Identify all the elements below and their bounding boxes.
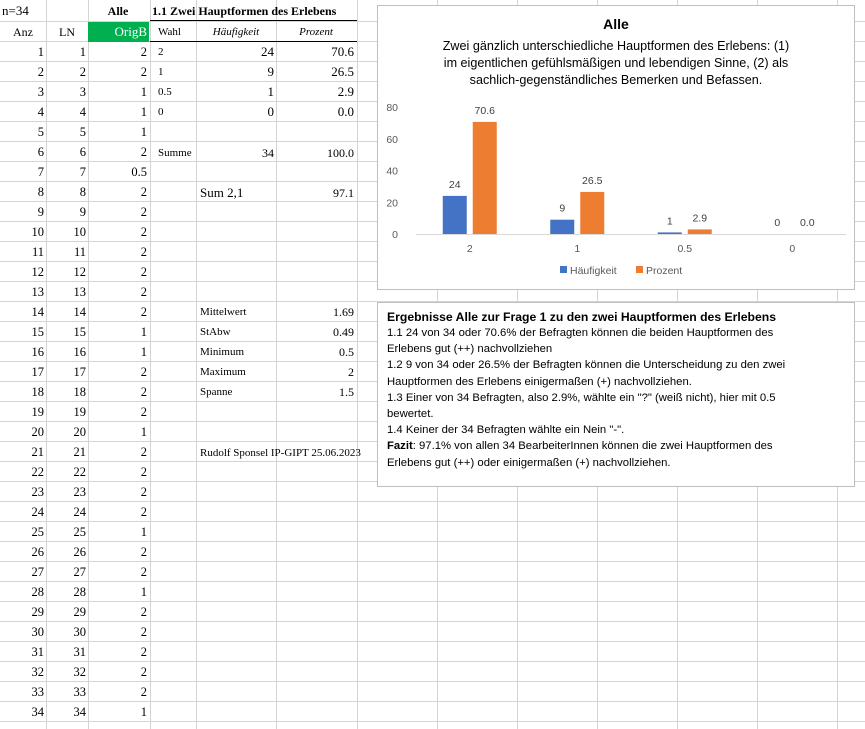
stat-value[interactable]: 2 xyxy=(348,365,354,379)
row-ln-cell[interactable]: 28 xyxy=(73,585,86,599)
row-ln-cell[interactable]: 19 xyxy=(73,405,86,419)
row-origb-cell[interactable]: 2 xyxy=(140,565,147,579)
n-label: n=34 xyxy=(2,3,29,18)
row-origb-cell[interactable]: 2 xyxy=(140,665,147,679)
row-anz-cell[interactable]: 29 xyxy=(31,605,44,619)
bar-haeufigkeit xyxy=(658,232,682,234)
row-origb-cell[interactable]: 2 xyxy=(140,545,147,559)
row-origb-cell[interactable]: 1 xyxy=(140,325,147,339)
note-line: 1.4 Keiner der 34 Befragten wählte ein Nein "-". xyxy=(387,424,625,437)
row-origb-cell[interactable]: 1 xyxy=(140,85,147,99)
freq-prozent-cell[interactable]: 70.6 xyxy=(331,44,354,59)
row-anz-cell[interactable]: 14 xyxy=(31,305,44,319)
row-origb-cell[interactable]: 2 xyxy=(140,185,147,199)
row-ln-cell[interactable]: 30 xyxy=(73,625,86,639)
author-credit: Rudolf Sponsel IP-GIPT 25.06.2023 xyxy=(200,447,361,459)
y-tick-label: 20 xyxy=(386,197,398,210)
row-anz-cell[interactable]: 23 xyxy=(31,485,44,499)
row-anz-cell[interactable]: 18 xyxy=(31,385,44,399)
header-ln[interactable]: LN xyxy=(59,25,75,39)
row-ln-cell[interactable]: 34 xyxy=(73,705,86,719)
row-anz-cell[interactable]: 20 xyxy=(31,425,44,439)
chart-subtitle-line: Zwei gänzlich unterschiedliche Hauptformen des Erlebens: (1) xyxy=(442,39,790,53)
chart-title: Alle xyxy=(603,16,629,32)
row-ln-cell[interactable]: 5 xyxy=(79,125,86,139)
row-ln-cell[interactable]: 3 xyxy=(79,85,86,99)
row-anz-cell[interactable]: 15 xyxy=(31,325,44,339)
row-ln-cell[interactable]: 24 xyxy=(73,505,86,519)
stat-value[interactable]: 0.49 xyxy=(333,325,354,339)
note-line: Erlebens gut (++) oder einigermaßen (+) nachvollziehen. xyxy=(387,456,671,469)
y-tick-label: 0 xyxy=(392,229,398,241)
freq-wahl-cell[interactable]: 0 xyxy=(158,106,164,118)
row-ln-cell[interactable]: 8 xyxy=(79,185,86,199)
note-line: 1.1 24 von 34 oder 70.6% der Befragten können die beiden Hauptformen des xyxy=(387,327,774,339)
bar-haeufigkeit xyxy=(550,220,574,234)
row-ln-cell[interactable]: 26 xyxy=(73,545,86,559)
legend-label: Häufigkeit xyxy=(570,265,617,277)
row-origb-cell[interactable]: 2 xyxy=(140,645,147,659)
row-ln-cell[interactable]: 1 xyxy=(79,45,86,59)
summe-prozent[interactable]: 100.0 xyxy=(327,146,354,160)
header-prozent[interactable]: Prozent xyxy=(299,26,333,38)
x-tick-label: 0.5 xyxy=(677,243,693,255)
row-anz-cell[interactable]: 5 xyxy=(37,125,44,139)
row-ln-cell[interactable]: 23 xyxy=(73,485,86,499)
freq-haeufigkeit-cell[interactable]: 1 xyxy=(267,84,274,99)
row-origb-cell[interactable]: 2 xyxy=(140,625,147,639)
row-origb-cell[interactable]: 2 xyxy=(140,405,147,419)
y-tick-label: 60 xyxy=(386,133,398,146)
alle-label: Alle xyxy=(107,4,129,18)
stat-label: Spanne xyxy=(200,386,233,398)
bar-prozent xyxy=(688,229,712,234)
row-ln-cell[interactable]: 15 xyxy=(73,325,86,339)
row-origb-cell[interactable]: 2 xyxy=(140,385,147,399)
row-ln-cell[interactable]: 18 xyxy=(73,385,86,399)
row-anz-cell[interactable]: 8 xyxy=(37,185,44,199)
freq-haeufigkeit-cell[interactable]: 24 xyxy=(261,44,274,59)
row-origb-cell[interactable]: 1 xyxy=(140,705,147,719)
row-anz-cell[interactable]: 34 xyxy=(31,705,44,719)
row-anz-cell[interactable]: 2 xyxy=(37,65,44,79)
row-anz-cell[interactable]: 22 xyxy=(31,465,44,479)
row-ln-cell[interactable]: 22 xyxy=(73,465,86,479)
freq-prozent-cell[interactable]: 0.0 xyxy=(337,104,354,119)
y-tick-label: 80 xyxy=(386,102,398,114)
stat-value[interactable]: 1.69 xyxy=(333,305,354,319)
row-origb-cell[interactable]: 2 xyxy=(140,245,147,259)
row-anz-cell[interactable]: 1 xyxy=(37,45,44,59)
row-anz-cell[interactable]: 7 xyxy=(37,165,44,179)
row-ln-cell[interactable]: 14 xyxy=(73,305,86,319)
row-origb-cell[interactable]: 2 xyxy=(140,305,147,319)
row-origb-cell[interactable]: 2 xyxy=(140,145,147,159)
grid-column-line xyxy=(357,0,358,729)
section-title: 1.1 Zwei Hauptformen des Erlebens xyxy=(152,4,337,18)
row-ln-cell[interactable]: 13 xyxy=(73,285,86,299)
row-anz-cell[interactable]: 25 xyxy=(31,525,44,539)
header-origb[interactable]: OrigB xyxy=(114,24,147,39)
row-ln-cell[interactable]: 9 xyxy=(79,205,86,219)
stat-value[interactable]: 1.5 xyxy=(339,385,354,399)
row-ln-cell[interactable]: 2 xyxy=(79,65,86,79)
row-anz-cell[interactable]: 26 xyxy=(31,545,44,559)
stat-label: Mittelwert xyxy=(200,306,247,318)
note-line: Erlebens gut (++) nachvollziehen xyxy=(387,343,553,356)
summe-haeufigkeit[interactable]: 34 xyxy=(262,146,274,160)
row-ln-cell[interactable]: 16 xyxy=(73,345,86,359)
row-origb-cell[interactable]: 2 xyxy=(140,465,147,479)
row-anz-cell[interactable]: 9 xyxy=(37,205,44,219)
freq-haeufigkeit-cell[interactable]: 9 xyxy=(267,64,274,79)
y-tick-label: 40 xyxy=(386,165,398,178)
row-ln-cell[interactable]: 7 xyxy=(79,165,86,179)
row-origb-cell[interactable]: 2 xyxy=(140,225,147,239)
row-ln-cell[interactable]: 25 xyxy=(73,525,86,539)
row-origb-cell[interactable]: 2 xyxy=(140,265,147,279)
freq-prozent-cell[interactable]: 26.5 xyxy=(331,64,354,79)
stat-value[interactable]: 0.5 xyxy=(339,345,354,359)
note-line: 1.3 Einer von 34 Befragten, also 2.9%, wählte ein "?" (weiß nicht), hier mit 0.5 xyxy=(387,391,776,404)
row-origb-cell[interactable]: 2 xyxy=(140,605,147,619)
row-origb-cell[interactable]: 2 xyxy=(140,685,147,699)
row-anz-cell[interactable]: 16 xyxy=(31,345,44,359)
row-ln-cell[interactable]: 29 xyxy=(73,605,86,619)
row-anz-cell[interactable]: 28 xyxy=(31,585,44,599)
freq-wahl-cell[interactable]: 0.5 xyxy=(158,86,172,98)
row-anz-cell[interactable]: 24 xyxy=(31,505,44,519)
chart-subtitle-line: sachlich-gegenständliches Bemerken und Befassen. xyxy=(469,73,763,87)
row-ln-cell[interactable]: 31 xyxy=(73,645,86,659)
row-origb-cell[interactable]: 2 xyxy=(140,205,147,219)
row-anz-cell[interactable]: 27 xyxy=(31,565,44,579)
sum21-value[interactable]: 97.1 xyxy=(333,186,354,200)
header-anz[interactable]: Anz xyxy=(13,25,33,39)
row-ln-cell[interactable]: 4 xyxy=(79,105,86,119)
chart-subtitle-line: im eigentlichen gefühlsmäßigen und lebendigen Sinne, (2) als xyxy=(443,56,789,70)
x-tick-label: 1 xyxy=(574,243,581,255)
row-anz-cell[interactable]: 31 xyxy=(31,645,44,659)
data-label: 1 xyxy=(666,215,673,228)
row-anz-cell[interactable]: 3 xyxy=(37,85,44,99)
fazit-label: Fazit xyxy=(387,440,413,453)
row-origb-cell[interactable]: 1 xyxy=(140,425,147,439)
data-label: 0.0 xyxy=(799,217,815,229)
legend-swatch xyxy=(560,266,567,273)
note-line: 1.2 9 von 34 oder 26.5% der Befragten können die Unterscheidung zu den zwei xyxy=(387,359,786,372)
row-anz-cell[interactable]: 33 xyxy=(31,685,44,699)
data-label: 24 xyxy=(448,178,461,191)
grid-column-line xyxy=(150,0,151,729)
note-title: Ergebnisse Alle zur Frage 1 zu den zwei Hauptformen des Erlebens xyxy=(387,310,776,324)
section-title-underline xyxy=(150,20,357,21)
row-origb-cell[interactable]: 2 xyxy=(140,505,147,519)
row-anz-cell[interactable]: 32 xyxy=(31,665,44,679)
row-anz-cell[interactable]: 10 xyxy=(31,225,44,239)
row-origb-cell[interactable]: 0.5 xyxy=(131,165,147,179)
bar-chart xyxy=(378,6,854,289)
row-ln-cell[interactable]: 17 xyxy=(73,365,86,379)
data-label: 0 xyxy=(774,217,781,229)
row-ln-cell[interactable]: 21 xyxy=(73,445,86,459)
summe-label: Summe xyxy=(158,147,192,159)
row-anz-cell[interactable]: 6 xyxy=(37,145,44,159)
row-ln-cell[interactable]: 6 xyxy=(79,145,86,159)
freq-wahl-cell[interactable]: 1 xyxy=(158,66,164,78)
bar-prozent xyxy=(580,192,604,234)
bar-haeufigkeit xyxy=(443,196,467,234)
row-origb-cell[interactable]: 1 xyxy=(140,105,147,119)
header-haeufigkeit[interactable]: Häufigkeit xyxy=(212,26,260,38)
stat-label: Maximum xyxy=(200,366,246,378)
row-origb-cell[interactable]: 2 xyxy=(140,365,147,379)
chart-panel[interactable] xyxy=(377,5,855,290)
row-anz-cell[interactable]: 30 xyxy=(31,625,44,639)
row-ln-cell[interactable]: 11 xyxy=(73,245,86,259)
results-note-panel[interactable] xyxy=(377,302,855,487)
freq-prozent-cell[interactable]: 2.9 xyxy=(337,84,354,99)
data-label: 26.5 xyxy=(582,174,603,187)
row-origb-cell[interactable]: 1 xyxy=(140,525,147,539)
legend-label: Prozent xyxy=(646,265,683,277)
row-origb-cell[interactable]: 1 xyxy=(140,125,147,139)
note-line: Hauptformen des Erlebens einigermaßen (+) nachvollziehen. xyxy=(387,375,692,388)
fazit-text: : 97.1% von allen 34 BearbeiterInnen können die zwei Hauptformen des xyxy=(412,440,773,453)
freq-wahl-cell[interactable]: 2 xyxy=(158,46,164,58)
row-origb-cell[interactable]: 2 xyxy=(140,485,147,499)
x-tick-label: 0 xyxy=(789,243,796,255)
row-ln-cell[interactable]: 32 xyxy=(73,665,86,679)
row-anz-cell[interactable]: 13 xyxy=(31,285,44,299)
row-ln-cell[interactable]: 12 xyxy=(73,265,86,279)
data-label: 9 xyxy=(559,202,566,215)
stat-label: StAbw xyxy=(200,326,231,338)
note-line: bewertet. xyxy=(387,408,434,421)
row-anz-cell[interactable]: 19 xyxy=(31,405,44,419)
row-origb-cell[interactable]: 1 xyxy=(140,585,147,599)
row-anz-cell[interactable]: 4 xyxy=(37,105,44,119)
sum21-label: Sum 2,1 xyxy=(200,185,244,200)
data-label: 70.6 xyxy=(474,104,495,117)
row-origb-cell[interactable]: 2 xyxy=(140,445,147,459)
bar-prozent xyxy=(473,122,497,234)
freq-haeufigkeit-cell[interactable]: 0 xyxy=(267,104,274,119)
row-ln-cell[interactable]: 33 xyxy=(73,685,86,699)
row-origb-cell[interactable]: 2 xyxy=(140,65,147,79)
header-wahl[interactable]: Wahl xyxy=(158,26,181,38)
stat-label: Minimum xyxy=(200,346,245,358)
legend-swatch xyxy=(636,266,643,273)
row-ln-cell[interactable]: 27 xyxy=(73,565,86,579)
x-tick-label: 2 xyxy=(466,243,473,255)
row-ln-cell[interactable]: 10 xyxy=(73,225,86,239)
note-fazit xyxy=(387,438,845,454)
row-anz-cell[interactable]: 12 xyxy=(31,265,44,279)
row-anz-cell[interactable]: 11 xyxy=(31,245,44,259)
row-ln-cell[interactable]: 20 xyxy=(73,425,86,439)
row-origb-cell[interactable]: 2 xyxy=(140,45,147,59)
row-origb-cell[interactable]: 2 xyxy=(140,285,147,299)
row-anz-cell[interactable]: 17 xyxy=(31,365,44,379)
data-label: 2.9 xyxy=(692,212,708,225)
row-anz-cell[interactable]: 21 xyxy=(31,445,44,459)
row-origb-cell[interactable]: 1 xyxy=(140,345,147,359)
